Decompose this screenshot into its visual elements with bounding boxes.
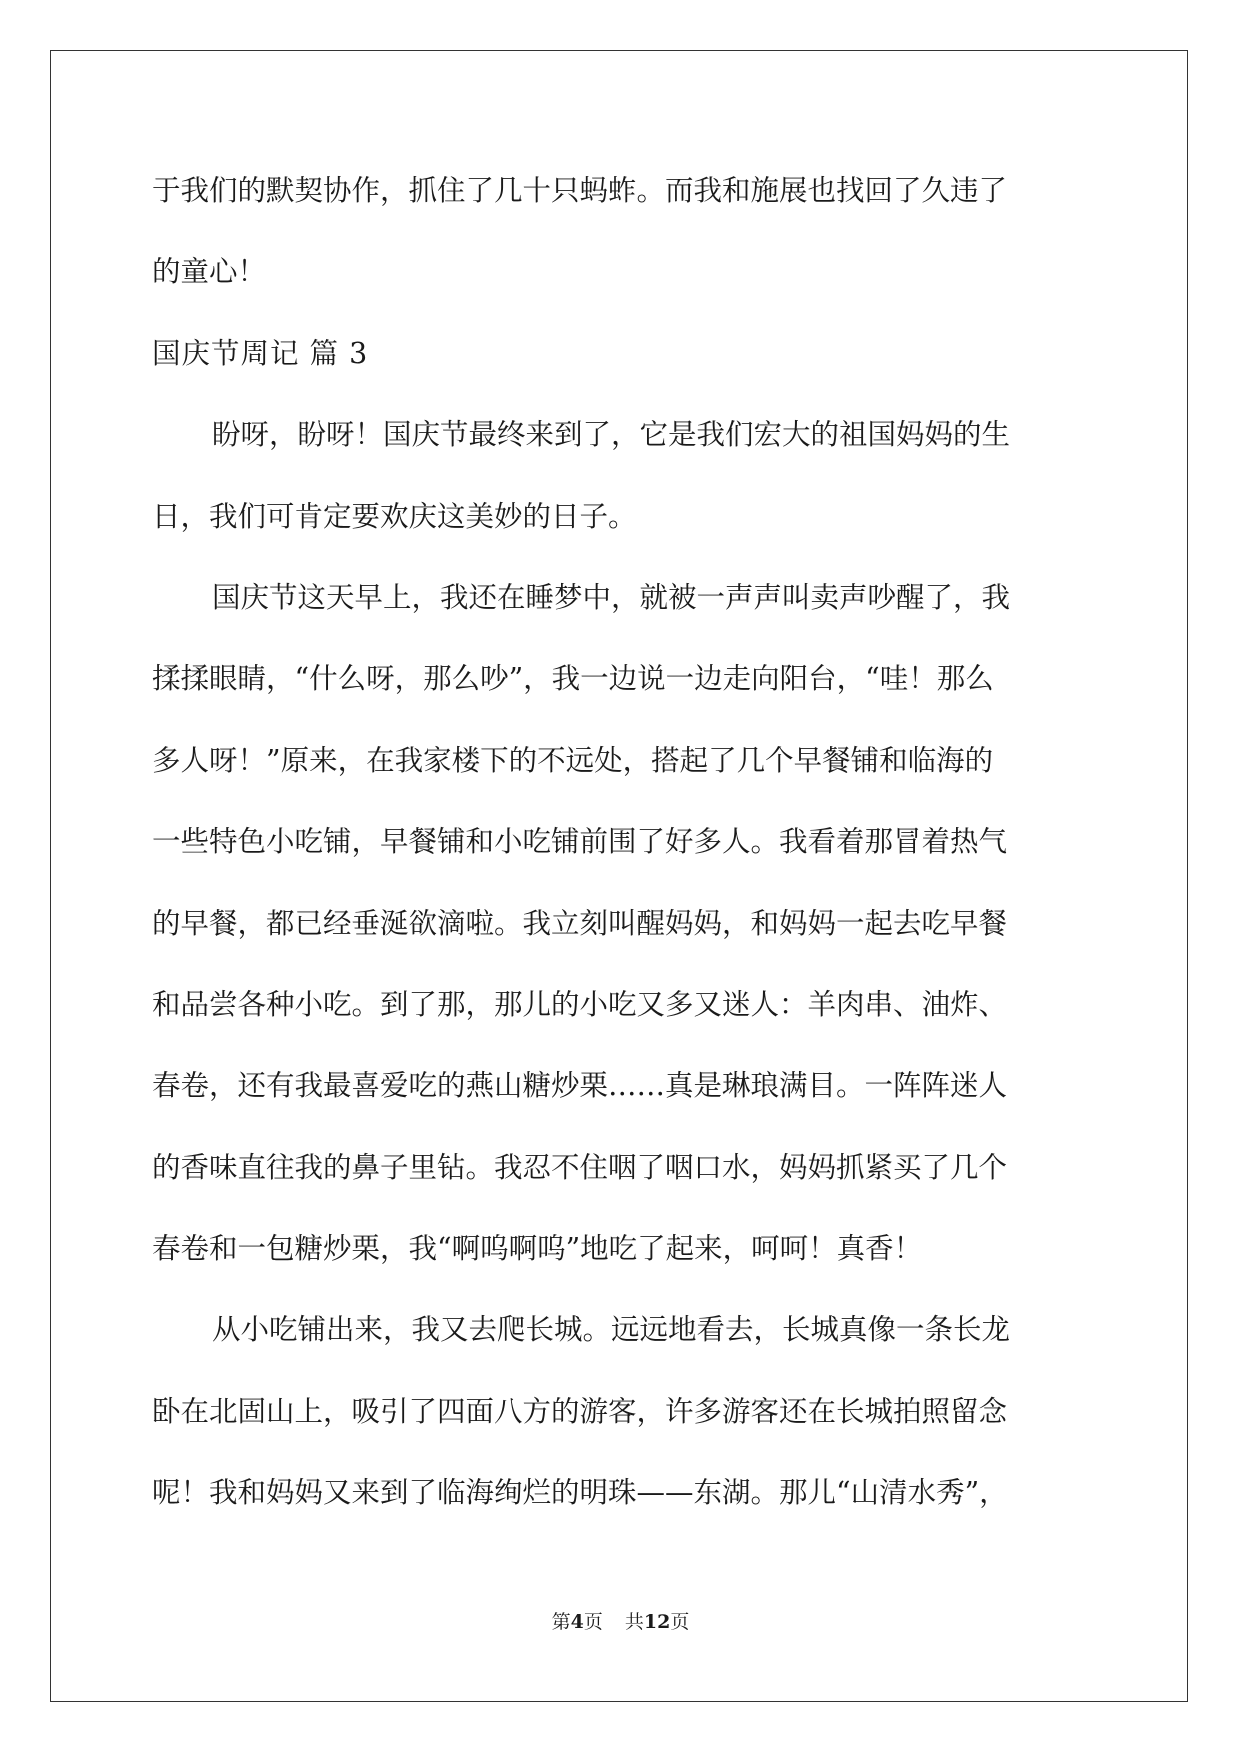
total-pages: 12 [643,1611,671,1633]
paragraph-first-line: 盼呀，盼呀！国庆节最终来到了，它是我们宏大的祖国妈妈的生 [212,418,1011,452]
page-number: 4 [570,1611,584,1633]
text-line: 卧在北固山上，吸引了四面八方的游客，许多游客还在长城拍照留念 [152,1394,1008,1428]
paragraph-first-line: 从小吃铺出来，我又去爬长城。远远地看去，长城真像一条长龙 [212,1313,1011,1347]
text-line: 的童心！ [152,255,267,289]
section-heading: 国庆节周记 篇 3 [152,336,369,370]
total-suffix: 页 [670,1611,690,1633]
text-line: 日，我们可肯定要欢庆这美妙的日子。 [152,499,637,533]
text-line: 揉揉眼睛，“什么呀，那么吵”，我一边说一边走向阳台，“哇！那么 [152,662,994,696]
text-line: 和品尝各种小吃。到了那，那儿的小吃又多又迷人：羊肉串、油炸、 [152,987,1008,1021]
text-line: 一些特色小吃铺，早餐铺和小吃铺前围了好多人。我看着那冒着热气 [152,825,1008,859]
document-body [152,150,1092,1534]
page-prefix: 第 [551,1611,571,1633]
text-line: 呢！我和妈妈又来到了临海绚烂的明珠——东湖。那儿“山清水秀”， [152,1476,1008,1510]
total-prefix: 共 [624,1611,644,1633]
paragraph-first-line: 国庆节这天早上，我还在睡梦中，就被一声声叫卖声吵醒了，我 [212,580,1011,614]
text-line: 春卷，还有我最喜爱吃的燕山糖炒栗……真是琳琅满目。一阵阵迷人 [152,1069,1008,1103]
text-line: 多人呀！”原来，在我家楼下的不远处，搭起了几个早餐铺和临海的 [152,743,994,777]
page-footer [0,1607,1241,1634]
text-line: 的香味直往我的鼻子里钻。我忍不住咽了咽口水，妈妈抓紧买了几个 [152,1150,1008,1184]
page-suffix: 页 [583,1611,603,1633]
text-line: 于我们的默契协作，抓住了几十只蚂蚱。而我和施展也找回了久违了 [152,174,1008,207]
text-line: 春卷和一包糖炒栗，我“啊呜啊呜”地吃了起来，呵呵！真香！ [152,1232,923,1266]
text-line: 的早餐，都已经垂涎欲滴啦。我立刻叫醒妈妈，和妈妈一起去吃早餐 [152,906,1008,940]
